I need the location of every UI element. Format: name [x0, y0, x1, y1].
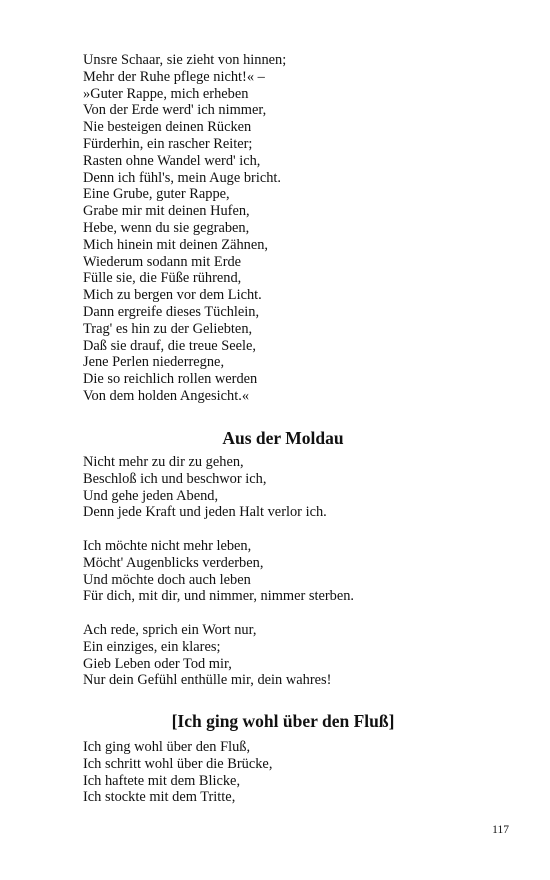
verse-line: Von dem holden Angesicht.«: [83, 387, 250, 404]
verse-line: Ein einziges, ein klares;: [83, 638, 221, 655]
poem-title-fluss: [Ich ging wohl über den Fluß]: [171, 711, 395, 731]
verse-line: Fürderhin, ein rascher Reiter;: [83, 135, 253, 152]
verse-line: Nicht mehr zu dir zu gehen,: [83, 454, 244, 470]
page-number: 117: [492, 824, 509, 836]
verse-line: Mich zu bergen vor dem Licht.: [83, 287, 262, 304]
verse-line: Mich hinein mit deinen Zähnen,: [83, 236, 269, 253]
verse-line: Gieb Leben oder Tod mir,: [83, 655, 232, 672]
verse-line: Mehr der Ruhe pflege nicht!« –: [83, 68, 265, 85]
verse-line: Jene Perlen niederregne,: [83, 354, 225, 371]
verse-line: Rasten ohne Wandel werd' ich,: [83, 152, 261, 169]
verse-line: Wiederum sodann mit Erde: [83, 253, 242, 270]
verse-line: Beschloß ich und beschwor ich,: [83, 470, 267, 487]
verse-line: Ich haftete mit dem Blicke,: [83, 772, 241, 789]
verse-line: Ich möchte nicht mehr leben,: [83, 538, 252, 554]
verse-line: Ich ging wohl über den Fluß,: [83, 739, 251, 755]
verse-line: Von der Erde werd' ich nimmer,: [83, 102, 267, 119]
verse-line: Die so reichlich rollen werden: [83, 371, 258, 388]
verse-line: Unsre Schaar, sie zieht von hinnen;: [83, 52, 287, 68]
moldau-stanza-1: [83, 454, 483, 521]
verse-line: Für dich, mit dir, und nimmer, nimmer sterben.: [83, 588, 355, 605]
verse-line: Dann ergreife dieses Tüchlein,: [83, 303, 260, 320]
verse-line: Eine Grube, guter Rappe,: [83, 186, 230, 203]
verse-line: Und möchte doch auch leben: [83, 571, 251, 588]
verse-line: Denn ich fühl's, mein Auge bricht.: [83, 169, 282, 186]
verse-line: Und gehe jeden Abend,: [83, 487, 219, 504]
verse-line: Möcht' Augenblicks verderben,: [83, 554, 264, 571]
verse-line: Grabe mir mit deinen Hufen,: [83, 203, 250, 220]
verse-line: »Guter Rappe, mich erheben: [83, 85, 249, 102]
verse-line: Ich schritt wohl über die Brücke,: [83, 755, 273, 772]
verse-line: Daß sie drauf, die treue Seele,: [83, 337, 257, 354]
verse-line: Nie besteigen deinen Rücken: [83, 119, 252, 136]
verse-line: Hebe, wenn du sie gegraben,: [83, 219, 250, 236]
moldau-stanza-3: [83, 622, 483, 689]
verse-line: Trag' es hin zu der Geliebten,: [83, 320, 253, 337]
poem-continuation-stanza: [83, 52, 483, 405]
verse-line: Ach rede, sprich ein Wort nur,: [83, 622, 257, 638]
poem-title-moldau: Aus der Moldau: [222, 428, 344, 448]
fluss-stanza: [83, 739, 483, 806]
verse-line: Ich stockte mit dem Tritte,: [83, 789, 236, 806]
moldau-stanza-2: [83, 538, 483, 605]
verse-line: Denn jede Kraft und jeden Halt verlor ich.: [83, 504, 327, 521]
verse-line: Nur dein Gefühl enthülle mir, dein wahres!: [83, 672, 332, 689]
verse-line: Fülle sie, die Füße rührend,: [83, 270, 242, 287]
